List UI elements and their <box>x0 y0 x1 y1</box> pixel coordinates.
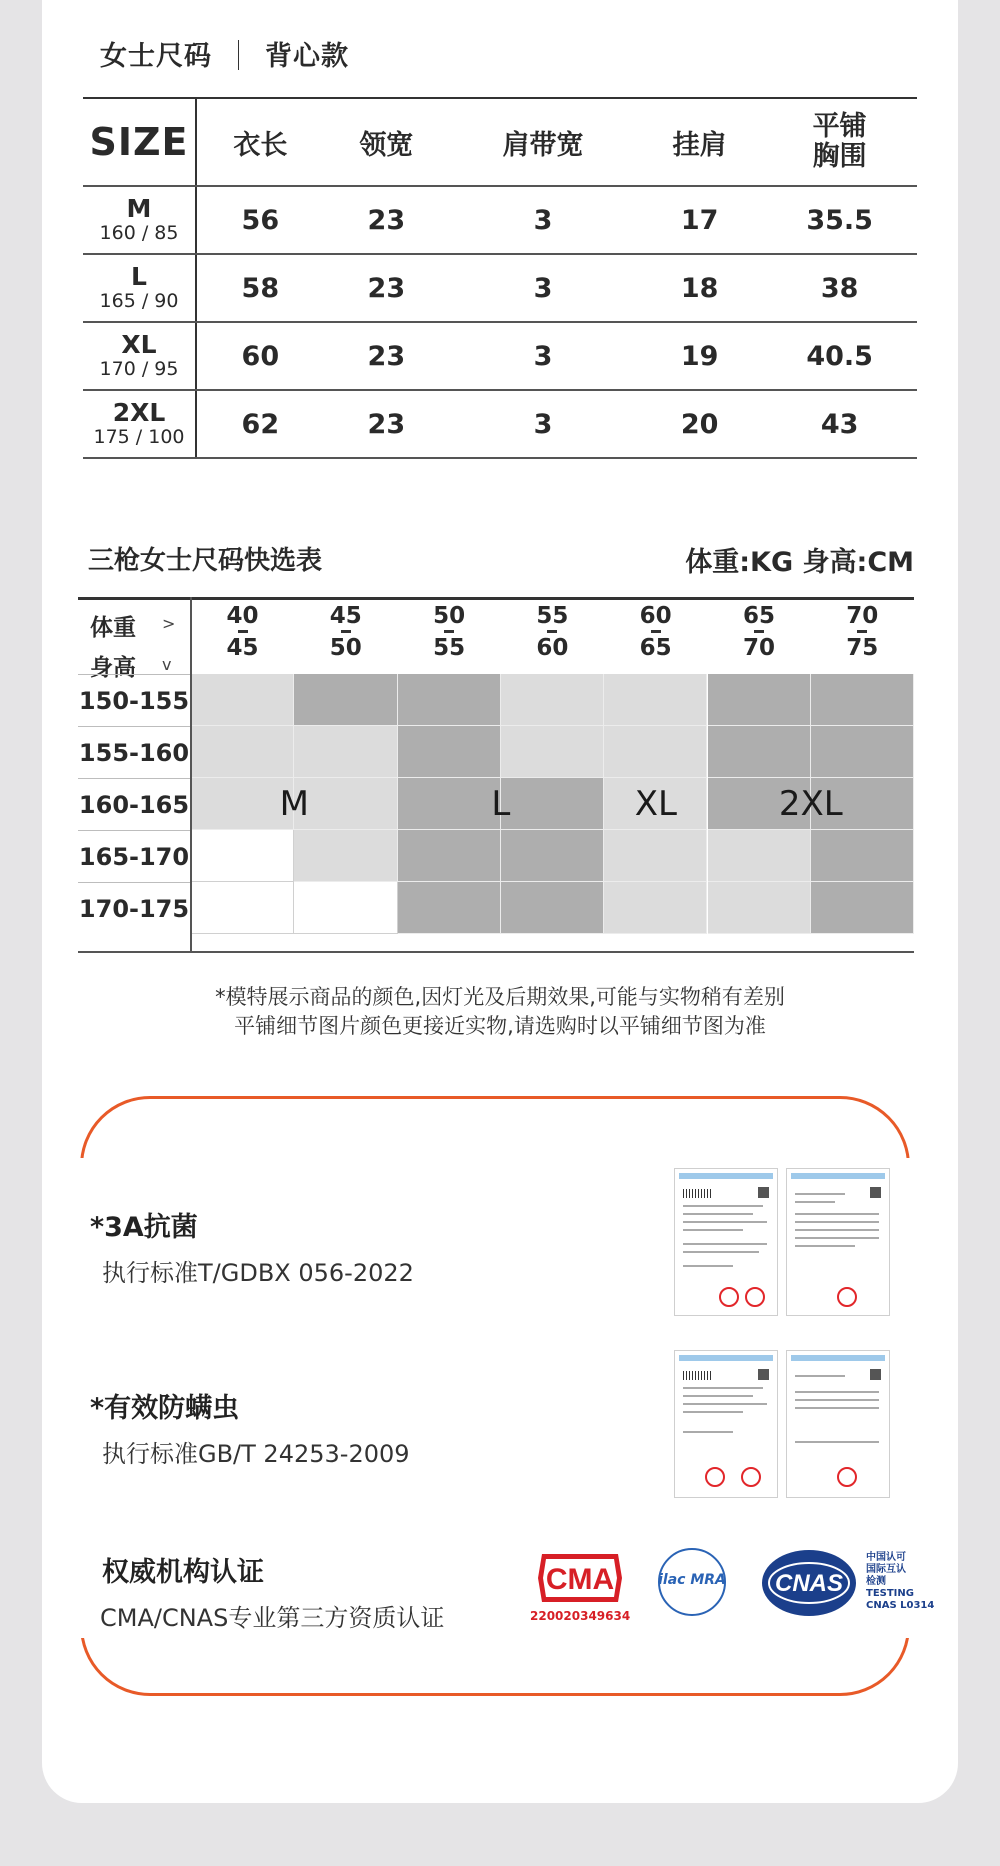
size-grid-cell <box>398 882 501 934</box>
bottom-rule <box>78 951 914 953</box>
range-dash <box>857 630 867 633</box>
size-table-header <box>83 98 917 186</box>
range-dash <box>444 630 454 633</box>
size-code: M <box>126 194 152 223</box>
size-grid-cell <box>398 674 501 726</box>
size-grid-cell <box>708 830 811 882</box>
measure-cell: 23 <box>324 254 449 322</box>
measure-cell: 3 <box>449 390 637 458</box>
size-zone-label: L <box>491 784 511 824</box>
weight-max: 60 <box>536 635 569 661</box>
cert-authority-desc: CMA/CNAS专业第三方资质认证 <box>100 1604 445 1632</box>
measure-cell: 17 <box>637 186 762 254</box>
cnas-caption <box>866 1552 934 1612</box>
size-cell <box>83 186 196 254</box>
size-grid-cell <box>811 726 914 778</box>
measure-cell: 56 <box>196 186 324 254</box>
size-grid-cell <box>294 674 397 726</box>
measure-cell: 23 <box>324 390 449 458</box>
cnas-caption-line: 国际互认 <box>866 1564 906 1575</box>
header-neck: 领宽 <box>324 98 449 186</box>
size-table-heading: 女士尺码 <box>100 41 212 72</box>
cnas-caption-line: 中国认可 <box>866 1552 906 1563</box>
height-row-label: 165-170 <box>78 830 190 882</box>
frame-gap-left <box>70 1158 90 1638</box>
weight-min: 55 <box>536 603 569 629</box>
measure-cell: 19 <box>637 322 762 390</box>
header-chest-line1: 平铺 <box>812 111 867 142</box>
measure-cell: 23 <box>324 322 449 390</box>
size-body-spec: 165 / 90 <box>99 290 179 312</box>
weight-column-header <box>191 603 294 661</box>
measure-cell: 3 <box>449 254 637 322</box>
measure-cell: 3 <box>449 186 637 254</box>
size-grid-cell <box>191 830 294 882</box>
size-grid-cell <box>708 674 811 726</box>
size-grid-cell <box>294 830 397 882</box>
cma-logo-icon <box>536 1550 624 1606</box>
size-table-title <box>100 34 349 73</box>
range-dash <box>754 630 764 633</box>
size-grid-cell <box>294 726 397 778</box>
size-grid-cell <box>501 674 604 726</box>
size-grid-cell <box>708 882 811 934</box>
size-grid-cell <box>191 726 294 778</box>
size-grid-cell <box>604 882 707 934</box>
cnas-logo-icon <box>760 1548 858 1618</box>
test-report-image <box>674 1350 778 1498</box>
weight-label: 体重 <box>90 615 136 641</box>
height-label: 身高 <box>90 655 136 681</box>
cma-logo-text: CMA <box>545 1563 615 1596</box>
cnas-caption-line: 检测 <box>866 1576 886 1587</box>
size-grid-cell <box>294 882 397 934</box>
size-grid-cell <box>191 882 294 934</box>
size-grid-cell <box>398 726 501 778</box>
measure-cell: 43 <box>762 390 917 458</box>
header-size: SIZE <box>83 98 196 186</box>
size-table <box>83 97 917 459</box>
height-row-label: 160-165 <box>78 778 190 830</box>
weight-column-header <box>604 603 707 661</box>
measure-cell: 3 <box>449 322 637 390</box>
weight-column-header <box>708 603 811 661</box>
size-grid-cell <box>398 830 501 882</box>
height-row-label: 155-160 <box>78 726 190 778</box>
header-strap: 肩带宽 <box>449 98 637 186</box>
weight-column-header <box>811 603 914 661</box>
weight-min: 40 <box>226 603 259 629</box>
size-table-style: 背心款 <box>265 41 349 72</box>
range-dash <box>547 630 557 633</box>
size-row <box>83 186 917 254</box>
size-cell <box>83 390 196 458</box>
size-row <box>83 322 917 390</box>
cert-authority-title: 权威机构认证 <box>102 1557 264 1588</box>
size-cell <box>83 322 196 390</box>
cnas-caption-line: TESTING <box>866 1588 914 1599</box>
range-dash <box>341 630 351 633</box>
size-zone-label: M <box>279 784 309 824</box>
measure-cell: 40.5 <box>762 322 917 390</box>
size-cell <box>83 254 196 322</box>
measure-cell: 20 <box>637 390 762 458</box>
size-row <box>83 390 917 458</box>
cert-antimite-standard: 执行标准GB/T 24253-2009 <box>102 1440 410 1468</box>
size-grid-cell <box>604 726 707 778</box>
weight-max: 65 <box>639 635 672 661</box>
weight-arrow-icon: > <box>162 614 176 633</box>
cert-antibacterial-standard: 执行标准T/GDBX 056-2022 <box>102 1259 414 1287</box>
weight-column-header <box>294 603 397 661</box>
measure-cell: 35.5 <box>762 186 917 254</box>
header-divider <box>190 597 192 952</box>
weight-max: 50 <box>329 635 362 661</box>
weight-max: 75 <box>846 635 879 661</box>
size-zone-label: XL <box>634 784 677 824</box>
range-dash <box>238 630 248 633</box>
header-chest <box>762 98 917 186</box>
weight-max: 55 <box>433 635 466 661</box>
top-rule <box>78 597 914 600</box>
test-report-image <box>674 1168 778 1316</box>
range-dash <box>651 630 661 633</box>
header-length: 衣长 <box>196 98 324 186</box>
size-grid-cell <box>501 726 604 778</box>
quick-select-chart <box>78 597 914 952</box>
quick-select-title: 三枪女士尺码快选表 <box>88 546 323 576</box>
measure-cell: 60 <box>196 322 324 390</box>
weight-max: 45 <box>226 635 259 661</box>
header-chest-line2: 胸围 <box>812 141 867 172</box>
note-line-2: 平铺细节图片颜色更接近实物,请选购时以平铺细节图为准 <box>234 1014 766 1038</box>
size-grid-cell <box>604 830 707 882</box>
size-grid-cell <box>191 674 294 726</box>
weight-min: 65 <box>742 603 775 629</box>
height-row-label: 170-175 <box>78 882 190 934</box>
size-grid-cell <box>708 726 811 778</box>
measure-cell: 38 <box>762 254 917 322</box>
size-grid-cell <box>501 882 604 934</box>
measure-cell: 62 <box>196 390 324 458</box>
quick-select-unit: 体重:KG 身高:CM <box>685 547 914 578</box>
height-arrow-icon: v <box>162 655 172 674</box>
cma-number: 220020349634 <box>530 1609 631 1623</box>
size-row <box>83 254 917 322</box>
cnas-logo-text: CNAS <box>774 1570 844 1597</box>
size-body-spec: 160 / 85 <box>99 222 179 244</box>
cert-antibacterial-title: *3A抗菌 <box>90 1212 198 1243</box>
title-divider <box>238 40 239 70</box>
size-grid-cell <box>811 830 914 882</box>
size-code: XL <box>121 330 157 359</box>
note-line-1: *模特展示商品的颜色,因灯光及后期效果,可能与实物稍有差别 <box>215 985 785 1009</box>
size-grid-cell <box>811 674 914 726</box>
measure-cell: 23 <box>324 186 449 254</box>
size-grid-cell <box>604 674 707 726</box>
weight-min: 60 <box>639 603 672 629</box>
size-grid-cell <box>811 882 914 934</box>
cert-antimite-title: *有效防螨虫 <box>90 1393 240 1424</box>
cnas-caption-line: CNAS L0314 <box>866 1600 935 1611</box>
weight-column-header <box>501 603 604 661</box>
weight-min: 50 <box>433 603 466 629</box>
weight-column-header <box>398 603 501 661</box>
size-body-spec: 175 / 100 <box>93 426 185 448</box>
test-report-image <box>786 1350 890 1498</box>
measure-cell: 18 <box>637 254 762 322</box>
weight-min: 45 <box>329 603 362 629</box>
size-code: L <box>131 262 147 291</box>
height-row-label: 150-155 <box>78 674 190 726</box>
size-zone-label: 2XL <box>778 784 843 824</box>
measure-cell: 58 <box>196 254 324 322</box>
size-code: 2XL <box>112 398 166 427</box>
size-body-spec: 170 / 95 <box>99 358 179 380</box>
ilac-mra-text: ilac MRA <box>658 1572 726 1588</box>
size-grid-cell <box>501 830 604 882</box>
weight-min: 70 <box>846 603 879 629</box>
test-report-image <box>786 1168 890 1316</box>
weight-max: 70 <box>742 635 775 661</box>
header-armhole: 挂肩 <box>637 98 762 186</box>
